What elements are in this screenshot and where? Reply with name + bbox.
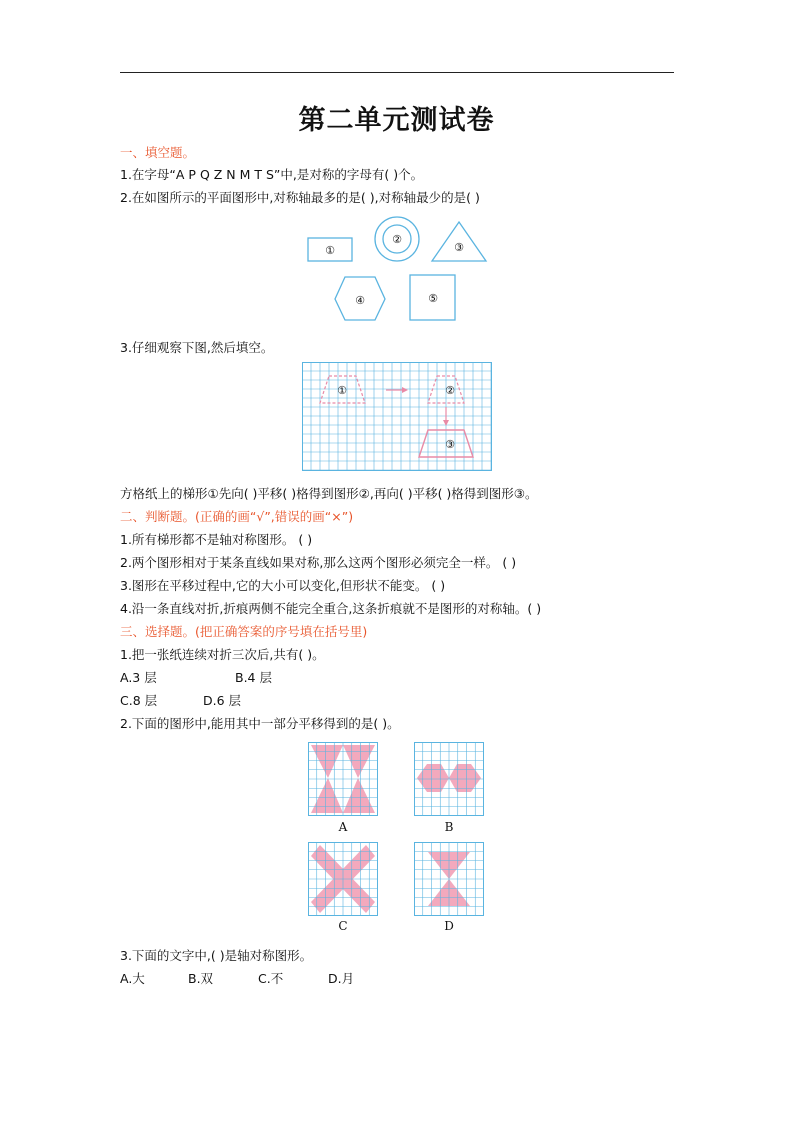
option-a-figure: [308, 742, 378, 816]
choice-q3-option-d: D.月: [328, 971, 355, 986]
section-judge-heading: 二、判断题。(正确的画“√”,错误的画“×”): [120, 509, 354, 524]
choice-q3-option-b: B.双: [188, 971, 214, 986]
section-fill-heading: 一、填空题。: [120, 145, 196, 160]
choice-q3-option-c: C.不: [258, 971, 284, 986]
fill-q3-answer: 方格纸上的梯形①先向( )平移( )格得到图形②,再向( )平移( )格得到图形③。: [120, 486, 538, 501]
judge-q3: 3.图形在平移过程中,它的大小可以变化,但形状不能变。 ( ): [120, 578, 446, 593]
top-rule: [120, 72, 674, 73]
option-b-label: B: [444, 820, 454, 834]
option-a-label: A: [338, 820, 348, 834]
grid-label-3: ③: [445, 438, 455, 451]
option-b-figure: [414, 742, 484, 816]
page-title: 第二单元测试卷: [298, 105, 495, 136]
option-c-label: C: [338, 919, 348, 933]
plane-shapes-figure: [300, 212, 500, 327]
fill-q2: 2.在如图所示的平面图形中,对称轴最多的是( ),对称轴最少的是( ): [120, 190, 480, 205]
choice-q1-option-d: D.6 层: [203, 693, 242, 708]
shape-label-3: ③: [454, 241, 464, 254]
judge-q1: 1.所有梯形都不是轴对称图形。 ( ): [120, 532, 313, 547]
option-d-figure: [414, 842, 484, 916]
section-choice-heading: 三、选择题。(把正确答案的序号填在括号里): [120, 624, 368, 639]
option-c-figure: [308, 842, 378, 916]
grid-label-1: ①: [337, 384, 347, 397]
shape-label-1: ①: [325, 244, 335, 257]
judge-q4: 4.沿一条直线对折,折痕两侧不能完全重合,这条折痕就不是图形的对称轴。( ): [120, 601, 542, 616]
shape-label-4: ④: [355, 294, 365, 307]
grid-lines: [302, 362, 492, 471]
judge-q2: 2.两个图形相对于某条直线如果对称,那么这两个图形必须完全一样。 ( ): [120, 555, 517, 570]
shape-label-2: ②: [392, 233, 402, 246]
choice-q3: 3.下面的文字中,( )是轴对称图形。: [120, 948, 313, 963]
choice-q1: 1.把一张纸连续对折三次后,共有( )。: [120, 647, 325, 662]
fill-q1: 1.在字母“A P Q Z N M T S”中,是对称的字母有( )个。: [120, 167, 424, 182]
choice-q3-option-a: A.大: [120, 971, 145, 986]
trapezoid-grid-figure: [302, 362, 494, 472]
fill-q3: 3.仔细观察下图,然后填空。: [120, 340, 274, 355]
option-d-label: D: [444, 919, 454, 933]
choice-q1-option-a: A.3 层: [120, 670, 157, 685]
choice-q1-option-b: B.4 层: [235, 670, 272, 685]
choice-q1-option-c: C.8 层: [120, 693, 158, 708]
grid-label-2: ②: [445, 384, 455, 397]
arrowhead-right-icon: [402, 387, 408, 393]
choice-q2: 2.下面的图形中,能用其中一部分平移得到的是( )。: [120, 716, 400, 731]
shape-label-5: ⑤: [428, 292, 438, 305]
grid-border: [303, 363, 492, 471]
